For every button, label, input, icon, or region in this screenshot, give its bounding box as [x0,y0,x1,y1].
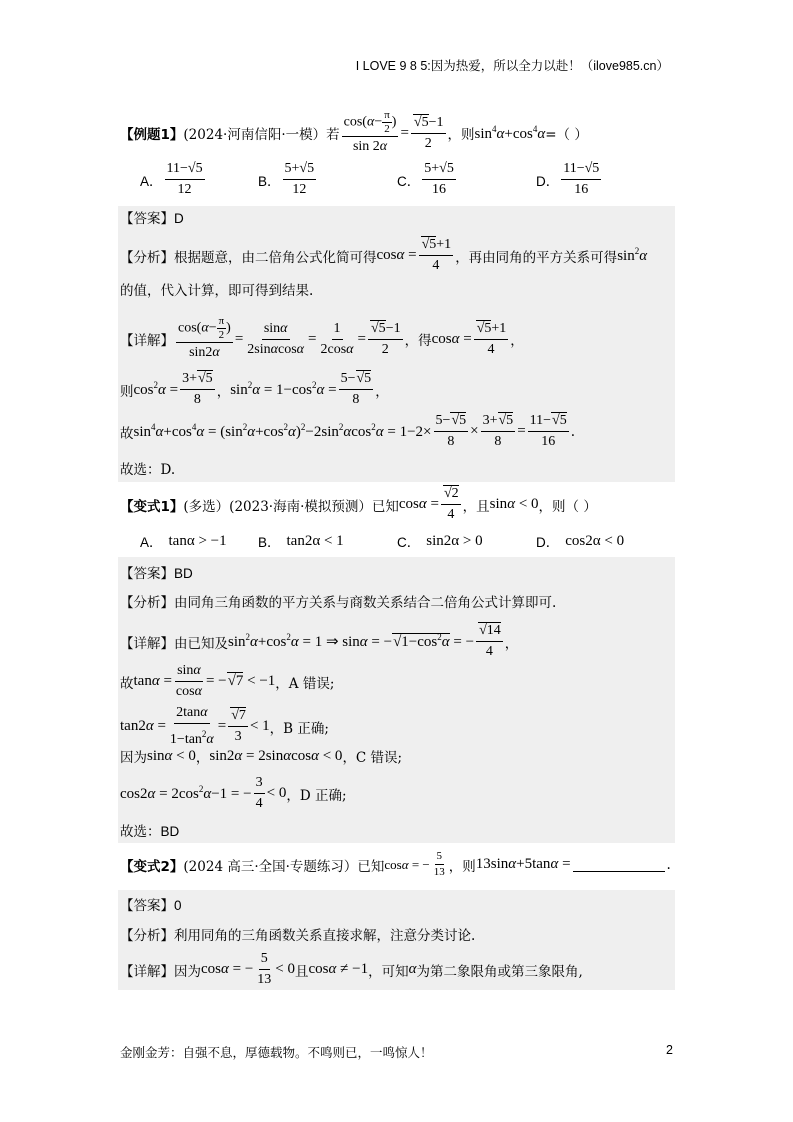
ex1-analysis: 【分析】根据题意，由二倍角公式化简可得 cosα = $\frac{√5+1}{4}$ ，再由同角的平方关系可得 $\sin^2\alpha$ [120,237,648,273]
var1-option-c[interactable]: C． sin2α > 0 [397,532,483,550]
var2-answer-blank[interactable] [573,857,665,872]
var1-detail-5: $\cos 2\alpha = 2\cos^2\alpha-1$ = − $\frac{3}{4}$ < 0 ，D 正确; [120,775,347,811]
var2-question: 【变式2】 (2024 高三·全国·专题练习）已知 cosα = − $\frac{5}{13}$ ，则 13sinα+5tanα = . [120,850,671,878]
var1-detail-4: 因为 sinα < 0 ， sin2α = 2sinαcosα < 0 ，C 错误; [120,747,403,766]
ex1-detail-1: 【详解】 cos(α− $\frac{\pi}{2}$ ) sin2α = $\frac{\sin\alpha}{2\sin\alpha\cos\alpha}$ = $\frac{1}{2\cos\alpha}$ = $\frac{√5-1}{2}$ ，得 cosα = $\frac{√5+1}{4}$ ， [120,315,524,360]
ex1-option-d[interactable]: D． $\frac{11-√5}{16}$ [536,161,600,197]
ex1-analysis-cont: 的值，代入计算，即可得到结果. [120,283,314,299]
var2-answer: 【答案】0 [120,898,182,913]
ex1-answer: 【答案】D [120,211,184,226]
var2-detail-1: 【详解】 因为 cosα = − $\frac{5}{13}$ < 0 且 cosα ≠ −1 ，可知 α 为第二象限角或第三象限角, [120,951,583,987]
var1-detail-1: 【详解】 由已知及 $\sin^2\alpha+\cos^2\alpha = 1$ ⇒ $\sin\alpha = -√1-\cos^2\alpha$ = − $\frac{√14}{4}$ ， [120,623,519,659]
ex1-conclusion: 故选：D. [120,462,176,478]
footer-motto: 金刚金芳：自强不息，厚德载物。不鸣则已，一鸣惊人！ [120,1045,433,1060]
ex1-option-c[interactable]: C． $\frac{5+√5}{16}$ [397,161,454,197]
var1-question: 【变式1】 (多选）(2023·海南·模拟预测）已知 cosα = $\frac{√2}{4}$ ，且 sinα < 0 ，则（ ） [120,486,597,522]
page-header: I LOVE 9 8 5:因为热爱，所以全力以赴！（ilove985.cn） [355,59,669,73]
ex1-fraction: cos(α− $\frac{\pi}{2}$ ) sin 2α [343,109,397,154]
var1-option-d[interactable]: D． cos2α < 0 [536,532,625,550]
ex1-detail-2: 则 $\cos^2\alpha$ = $\frac{3+√5}{8}$ ， $\sin^2\alpha = 1-\cos^2\alpha$ = $\frac{5-√5}{8}$ ， [120,371,389,407]
ex1-tag: 【例题1】 [120,127,184,143]
ex1-question: 【例题1】 (2024·河南信阳·一模）若 cos(α− $\frac{\pi}{2}$ ) sin 2α = $\frac{√5-1}{2}$ ，则 $\sin^4\alpha+\cos^4\alpha$ =（ ） [120,109,588,154]
var1-conclusion: 故选：BD [120,824,180,839]
page-number: 2 [666,1043,673,1057]
var1-analysis: 【分析】由同角三角函数的平方关系与商数关系结合二倍角公式计算即可. [120,595,557,611]
ex1-detail-3: 故 $\sin^4\alpha+\cos^4\alpha = (\sin^2\alpha+\cos^2\alpha)^2-2\sin^2\alpha\cos^2\alpha = 1-2\times$ $\frac{5-√5}{8}$ × $\frac{3+√5}{8}$ = $\frac{11-√5}{16}$ . [120,413,576,449]
var1-option-b[interactable]: B． tan2α < 1 [258,532,344,550]
var1-detail-3: tan2α = $\frac{2\tan\alpha}{1-\tan^2\alpha}$ = $\frac{√7}{3}$ < 1 ，B 正确; [120,705,329,747]
ex1-option-a[interactable]: A． $\frac{11-√5}{12}$ [140,161,203,197]
var2-analysis: 【分析】利用同角的三角函数关系直接求解，注意分类讨论. [120,928,476,944]
ex1-option-b[interactable]: B． $\frac{5+√5}{12}$ [258,161,315,197]
var1-detail-2: 故 tanα = $\frac{\sin\alpha}{\cos\alpha}$ = −√7 < −1 ，A 错误; [120,663,335,699]
var1-answer: 【答案】BD [120,566,193,581]
var1-option-a[interactable]: A． tanα > −1 [140,532,227,550]
